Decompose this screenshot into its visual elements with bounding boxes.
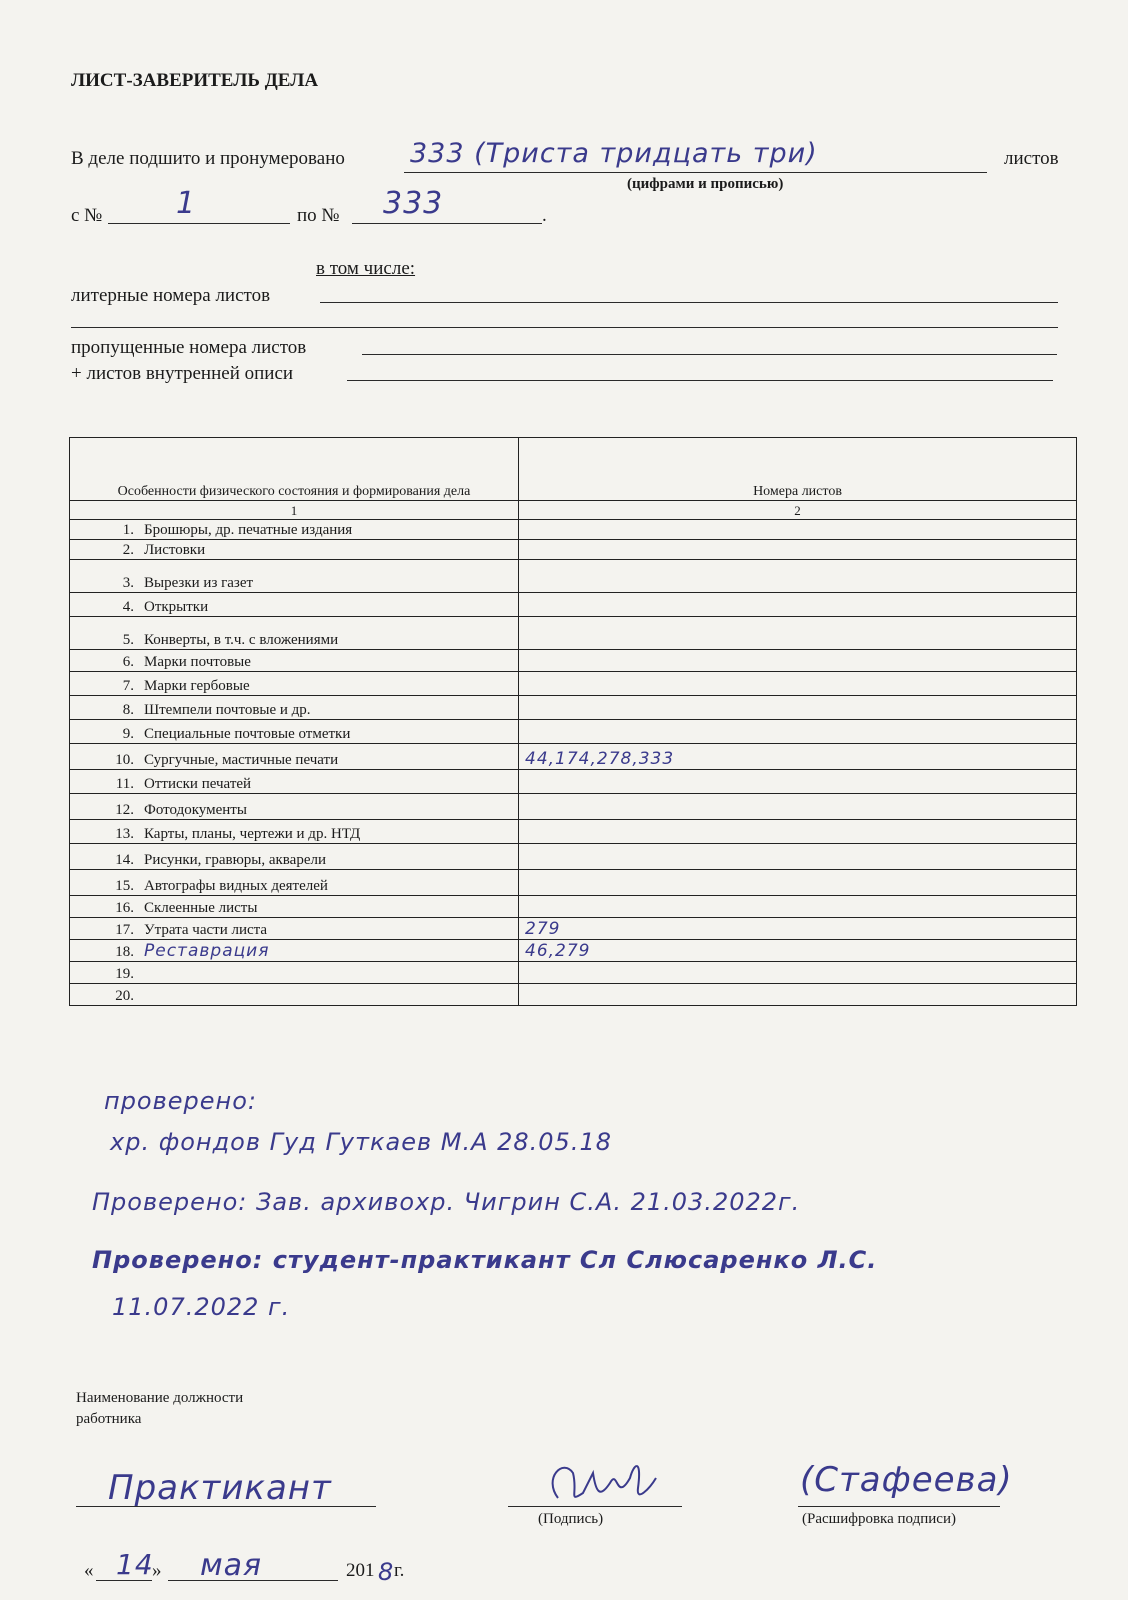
document-title: ЛИСТ-ЗАВЕРИТЕЛЬ ДЕЛА: [71, 70, 319, 91]
table-row-number: 20.: [115, 988, 134, 1004]
table-row-number: 14.: [115, 852, 134, 868]
table-row-number: 10.: [115, 752, 134, 768]
table-row-feature: [70, 794, 519, 820]
condition-table: [69, 437, 1077, 1006]
range-to-underline: [352, 223, 542, 224]
table-row-sheet-numbers: [519, 918, 1077, 940]
table-row-sheet-numbers: [519, 540, 1077, 560]
table-row-number: 3.: [122, 575, 134, 591]
table-row-feature: [70, 593, 519, 617]
intro-label: В деле подшито и пронумеровано: [71, 148, 345, 169]
table-row-label: Открытки: [144, 599, 209, 615]
table-row: [70, 870, 1077, 896]
table-row-sheet-numbers: [519, 650, 1077, 672]
intro-caption: (цифрами и прописью): [627, 176, 784, 192]
literal-underline-2: [71, 327, 1058, 328]
table-row-number: 19.: [115, 966, 134, 982]
table-row-feature: [70, 650, 519, 672]
position-label-1: Наименование должности: [76, 1390, 244, 1406]
table-row-label: Специальные почтовые отметки: [144, 726, 351, 742]
table-row: [70, 593, 1077, 617]
table-row-feature: [70, 696, 519, 720]
intro-suffix: листов: [1004, 148, 1059, 169]
note-line-2: хр. фондов Гуд Гуткаев М.А 28.05.18: [110, 1128, 612, 1156]
table-row-sheet-numbers: [519, 984, 1077, 1006]
date-close-quote: »: [152, 1560, 162, 1581]
table-row-value: 279: [525, 919, 561, 939]
date-suffix: г.: [394, 1560, 405, 1581]
table-row-number: 8.: [122, 702, 134, 718]
table-row-feature: [70, 540, 519, 560]
decipher-caption: (Расшифровка подписи): [802, 1511, 956, 1527]
table-row: [70, 672, 1077, 696]
table-row-sheet-numbers: [519, 617, 1077, 650]
table-row: [70, 896, 1077, 918]
note-line-1: проверено:: [104, 1087, 257, 1115]
table-row-label: Карты, планы, чертежи и др. НТД: [144, 826, 361, 842]
missing-label: пропущенные номера листов: [71, 337, 307, 358]
table-row: [70, 650, 1077, 672]
table-row-feature: [70, 720, 519, 744]
table-row: [70, 844, 1077, 870]
table-row-feature: [70, 984, 519, 1006]
table-row-feature: [70, 918, 519, 940]
missing-underline: [362, 354, 1057, 355]
date-month: мая: [200, 1548, 263, 1583]
table-row-label: Вырезки из газет: [144, 575, 254, 591]
table-row-label: Реставрация: [144, 941, 270, 961]
table-row: [70, 560, 1077, 593]
table-colnum-row: [70, 501, 1077, 520]
table-row: [70, 617, 1077, 650]
table-row-label: Склеенные листы: [144, 900, 258, 916]
table-row-label: Автографы видных деятелей: [144, 878, 328, 894]
literal-underline: [320, 302, 1058, 303]
date-day-underline: [96, 1580, 152, 1581]
table-row: [70, 540, 1077, 560]
position-underline: [76, 1506, 376, 1507]
table-row-number: 4.: [122, 599, 134, 615]
table-row-feature: [70, 962, 519, 984]
table-row-feature: [70, 617, 519, 650]
table-row-label: Рисунки, гравюры, акварели: [144, 852, 327, 868]
table-row: [70, 744, 1077, 770]
table-row-number: 7.: [122, 678, 134, 694]
table-header-row: [70, 438, 1077, 501]
intro-underline: [404, 172, 987, 173]
table-row-sheet-numbers: [519, 770, 1077, 794]
signature-caption: (Подпись): [538, 1511, 604, 1527]
table-row: [70, 794, 1077, 820]
table-row-number: 13.: [115, 826, 134, 842]
table-row-number: 5.: [122, 632, 134, 648]
table-row-label: Оттиски печатей: [144, 776, 252, 792]
table-row-sheet-numbers: [519, 520, 1077, 540]
date-month-underline: [168, 1580, 338, 1581]
date-day: 14: [116, 1548, 154, 1581]
decipher-underline: [798, 1506, 1000, 1507]
table-row: [70, 940, 1077, 962]
internal-underline: [347, 380, 1053, 381]
table-colnum-1: 1: [70, 501, 519, 520]
table-row-label: Марки гербовые: [144, 678, 250, 694]
table-row-label: Конверты, в т.ч. с вложениями: [144, 632, 339, 648]
table-row-label: Марки почтовые: [144, 654, 251, 670]
table-row-value: 44,174,278,333: [525, 749, 675, 769]
table-row-label: Фотодокументы: [144, 802, 247, 818]
table-row-number: 9.: [122, 726, 134, 742]
table-row-sheet-numbers: [519, 560, 1077, 593]
table-row-sheet-numbers: [519, 870, 1077, 896]
table-row: [70, 820, 1077, 844]
table-row: [70, 770, 1077, 794]
table-row-feature: [70, 820, 519, 844]
table-row-feature: [70, 520, 519, 540]
table-row-feature: [70, 672, 519, 696]
table-row-sheet-numbers: [519, 896, 1077, 918]
position-value: Практикант: [108, 1468, 332, 1508]
date-year-digit: 8: [378, 1558, 395, 1586]
date-open-quote: «: [84, 1560, 94, 1581]
table-row-feature: [70, 870, 519, 896]
table-row-value: 46,279: [525, 941, 591, 961]
note-line-5: 11.07.2022 г.: [112, 1293, 291, 1321]
table-row-sheet-numbers: [519, 696, 1077, 720]
table-row-label: Сургучные, мастичные печати: [144, 752, 339, 768]
table-row-feature: [70, 896, 519, 918]
table-row-feature: [70, 560, 519, 593]
note-line-4: Проверено: студент-практикант Сл Слюсаренко Л.С.: [92, 1246, 878, 1274]
range-from-value: 1: [176, 186, 197, 221]
table-row-number: 16.: [115, 900, 134, 916]
table-row-label: Утрата части листа: [144, 922, 268, 938]
date-year-prefix: 201: [346, 1560, 375, 1581]
table-row-sheet-numbers: [519, 720, 1077, 744]
table-row-sheet-numbers: [519, 672, 1077, 696]
table-row-feature: [70, 940, 519, 962]
table-row-number: 18.: [115, 944, 134, 960]
table-row-number: 6.: [122, 654, 134, 670]
table-row-number: 12.: [115, 802, 134, 818]
range-from-underline: [108, 223, 290, 224]
table-row-sheet-numbers: [519, 744, 1077, 770]
table-row-feature: [70, 770, 519, 794]
range-to-value: 333: [383, 186, 444, 221]
literal-label: литерные номера листов: [71, 285, 271, 306]
table-row: [70, 984, 1077, 1006]
decipher-value: (Стафеева): [800, 1460, 1013, 1500]
table-row-number: 1.: [122, 522, 134, 538]
table-row-number: 17.: [115, 922, 134, 938]
table-row: [70, 520, 1077, 540]
table-row: [70, 918, 1077, 940]
table-body: [70, 520, 1077, 1006]
range-to-label: по №: [297, 205, 340, 226]
internal-label: + листов внутренней описи: [71, 363, 294, 384]
table-row-feature: [70, 844, 519, 870]
table-row-feature: [70, 744, 519, 770]
table-row-sheet-numbers: [519, 593, 1077, 617]
table-header-col1: Особенности физического состояния и формирования дела: [70, 438, 519, 501]
sheet-count-handwritten: 333 (Триста тридцать три): [410, 138, 818, 169]
table-row-label: Брошюры, др. печатные издания: [144, 522, 353, 538]
table-colnum-2: 2: [519, 501, 1077, 520]
table-row-number: 11.: [115, 776, 134, 792]
table-row-number: 2.: [122, 542, 134, 558]
table-row-label: Штемпели почтовые и др.: [144, 702, 311, 718]
table-header-col2: Номера листов: [519, 438, 1077, 501]
table-row-sheet-numbers: [519, 794, 1077, 820]
table-row-sheet-numbers: [519, 940, 1077, 962]
table-row-sheet-numbers: [519, 820, 1077, 844]
table-row: [70, 962, 1077, 984]
range-from-label: с №: [71, 205, 103, 226]
position-label-2: работника: [76, 1411, 142, 1427]
table-row: [70, 720, 1077, 744]
signature-underline: [508, 1506, 682, 1507]
including-label: в том числе:: [316, 258, 416, 279]
table-row-sheet-numbers: [519, 844, 1077, 870]
signature-scribble: [538, 1448, 668, 1518]
table-row-number: 15.: [115, 878, 134, 894]
table-row-label: Листовки: [144, 542, 206, 558]
table-row-sheet-numbers: [519, 962, 1077, 984]
range-end: .: [542, 205, 547, 226]
table-row: [70, 696, 1077, 720]
note-line-3: Проверено: Зав. архивохр. Чигрин С.А. 21.03.2022г.: [92, 1188, 801, 1216]
